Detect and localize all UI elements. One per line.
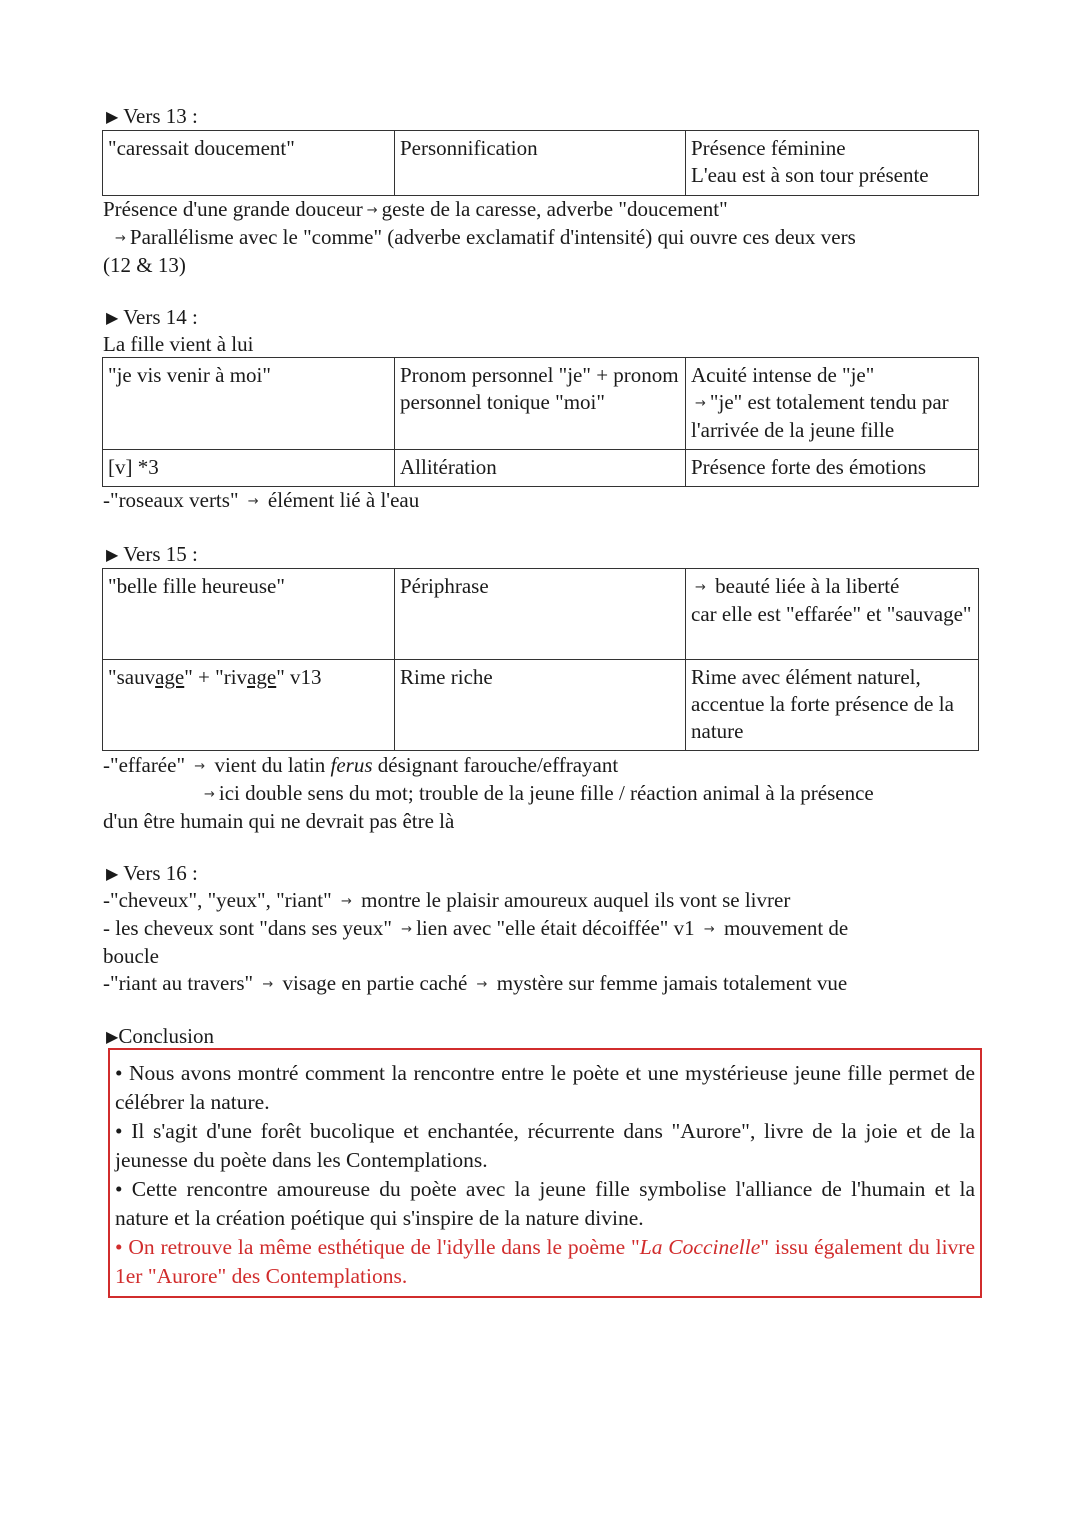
table-cell-figure: Pronom personnel "je" + pronom personnel tonique "moi" (395, 358, 686, 450)
section-subtitle: La fille vient à lui (103, 332, 254, 356)
analysis-table-vers-15 (102, 568, 979, 751)
note-line: -"effarée" → vient du latin ferus désignant farouche/effrayant (103, 753, 619, 777)
table-cell-citation: "caressait doucement" (103, 131, 395, 196)
note-line: -"cheveux", "yeux", "riant" → montre le plaisir amoureux auquel ils vont se livrer (103, 888, 791, 912)
notes-vers-15 (103, 752, 978, 835)
note-line: -"roseaux verts" → élément lié à l'eau (103, 488, 420, 512)
triangle-bullet-icon: ▶ (106, 107, 119, 126)
note-line: Présence d'une grande douceur → geste de la caresse, adverbe "doucement" (103, 197, 728, 221)
table-cell-figure: Personnification (395, 131, 686, 196)
table-cell-interpretation: Rime avec élément naturel, accentue la forte présence de la nature (686, 660, 979, 751)
section-heading: ▶ Vers 16 : (103, 860, 978, 887)
section-vers-16 (103, 860, 978, 998)
conclusion-paragraph: • Nous avons montré comment la rencontre entre le poète et une mystérieuse jeune fille permet de célébrer la nature. (115, 1061, 975, 1114)
arrow-icon: → (366, 203, 378, 218)
note-line: boucle (103, 944, 159, 968)
table-cell-citation: "je vis venir à moi" (103, 358, 395, 450)
section-vers-15 (103, 541, 978, 568)
analysis-table-vers-13 (102, 130, 979, 196)
table-row (103, 450, 979, 487)
arrow-icon: → (115, 231, 126, 246)
note-line: d'un être humain qui ne devrait pas être là (103, 809, 455, 833)
arrow-icon: → (247, 494, 259, 509)
notes-vers-14 (103, 487, 978, 515)
section-conclusion (103, 1023, 978, 1050)
table-cell-citation: "sauvage" + "rivage" v13 (103, 660, 395, 751)
arrow-icon: → (476, 977, 488, 992)
note-line: (12 & 13) (103, 253, 186, 277)
section-heading: ▶Conclusion (103, 1023, 978, 1050)
conclusion-box (108, 1048, 982, 1298)
table-row (103, 569, 979, 660)
table-cell-interpretation: Acuité intense de "je" → "je" est totalement tendu par l'arrivée de la jeune fille (686, 358, 979, 450)
triangle-bullet-icon: ▶ (106, 545, 119, 564)
table-cell-figure: Rime riche (395, 660, 686, 751)
table-cell-citation: "belle fille heureuse" (103, 569, 395, 660)
section-heading: ▶ Vers 13 : (103, 103, 978, 130)
section-vers-14 (103, 304, 978, 358)
arrow-icon: → (703, 922, 715, 937)
arrow-icon: → (194, 759, 206, 774)
triangle-bullet-icon: ▶ (106, 864, 119, 883)
note-line: → ici double sens du mot; trouble de la jeune fille / réaction animal à la présence (103, 780, 978, 808)
note-line: -"riant au travers" → visage en partie caché → mystère sur femme jamais totalement vue (103, 971, 848, 995)
note-line: - les cheveux sont "dans ses yeux" → lien avec "elle était décoiffée" v1 → mouvement de (103, 916, 849, 940)
section-vers-13 (103, 103, 978, 130)
arrow-icon: → (695, 396, 706, 411)
table-row (103, 358, 979, 450)
section-heading: ▶ Vers 15 : (103, 541, 978, 568)
section-heading: ▶ Vers 14 : (103, 304, 978, 331)
arrow-icon: → (695, 580, 706, 595)
table-cell-figure: Périphrase (395, 569, 686, 660)
note-line: → Parallélisme avec le "comme" (adverbe exclamatif d'intensité) qui ouvre ces deux vers (103, 224, 978, 252)
table-cell-interpretation: → beauté liée à la liberté car elle est "effarée" et "sauvage" (686, 569, 979, 660)
conclusion-paragraph: • Cette rencontre amoureuse du poète avec la jeune fille symbolise l'alliance de l'humain et la nature et la création poétique qui s'inspire de la nature divine. (115, 1177, 975, 1230)
triangle-bullet-icon: ▶ (106, 308, 119, 327)
conclusion-paragraph: • Il s'agit d'une forêt bucolique et enchantée, récurrente dans "Aurore", livre de la joie et de la jeunesse du poète dans les Contemplations. (115, 1119, 975, 1172)
arrow-icon: → (401, 922, 413, 937)
table-cell-citation: [v] *3 (103, 450, 395, 487)
table-row (103, 660, 979, 751)
arrow-icon: → (262, 977, 274, 992)
triangle-bullet-icon: ▶ (106, 1027, 119, 1046)
table-cell-interpretation: Présence forte des émotions (686, 450, 979, 487)
table-row (103, 131, 979, 196)
arrow-icon: → (204, 787, 215, 802)
conclusion-paragraph-highlight: • On retrouve la même esthétique de l'idylle dans le poème "La Coccinelle" issu également du livre 1er "Aurore" des Contemplations. (115, 1235, 976, 1288)
arrow-icon: → (340, 894, 352, 909)
analysis-table-vers-14 (102, 357, 979, 487)
table-cell-figure: Allitération (395, 450, 686, 487)
notes-vers-13 (103, 196, 978, 279)
table-cell-interpretation: Présence féminine L'eau est à son tour présente (686, 131, 979, 196)
